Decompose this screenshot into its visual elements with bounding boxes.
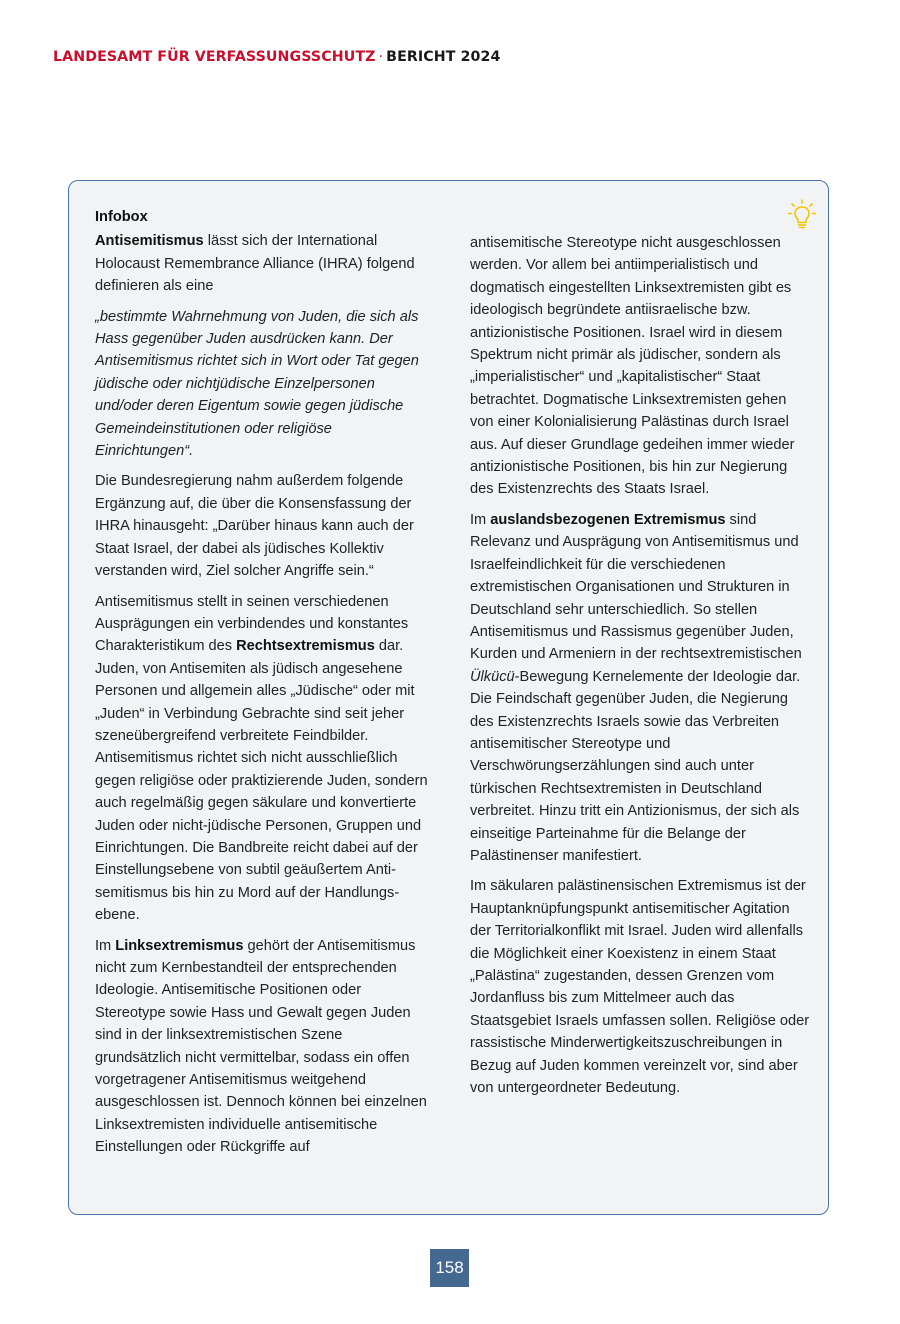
infobox-left-column [95, 206, 430, 1167]
term-uelkuecue: Ülkücü [470, 668, 515, 685]
term-rechtsextremismus: Rechtsextremismus [236, 638, 375, 655]
links-text-b: gehört der Antisemitismus nicht zum Kernbestandteil der entsprechenden Ideologie. Antisemitische Positionen oder Stereotype sowie Hass und Gewalt gegen Juden sind in der linksextremistischen Szene grundsätzlich nicht vermittelbar, sodass ein offen vorgetragener Antisemitismus weitgehend ausgeschlossen ist. Dennoch können bei einzelnen Linksextremisten individuelle antisemitische Einstellungen oder Rückgriffe auf [95, 937, 427, 1156]
header-separator: · [378, 49, 384, 65]
ausland-text-b: sind Relevanz und Ausprägung von Antisemitismus und Israelfeindlichkeit für die verschiedenen extremistischen Organisationen und Strukturen in Deutschland sehr unterschiedlich. So stellen Antisemitismus und Rassismus gegenüber Juden, Kurden und Armeniern in der rechtsextremistischen [470, 511, 802, 663]
palaestinensisch-paragraph: Im säkularen palästinensischen Extremismus ist der Hauptanknüpfungspunkt antisemitischer Agitation der Territorialkonflikt mit Israel. Juden wird allenfalls die Möglichkeit einer Koexistenz in einem Staat „Palästina“ zugestanden, dessen Grenzen vom Jordanfluss bis zum Mittelmeer auch das Staatsgebiet Israels umfassen sollen. Religiöse oder rassistische Minderwertigkeitszuschreibungen in Bezug auf Juden kommen vereinzelt vor, sind aber von untergeordneter Bedeutung. [470, 878, 810, 1097]
term-linksextremismus: Linksextremismus [115, 937, 244, 954]
lightbulb-icon [786, 198, 818, 234]
term-auslandsbezogener-extremismus: auslandsbezogenen Extremismus [490, 511, 726, 528]
header-org: LANDESAMT FÜR VERFASSUNGSSCHUTZ [53, 49, 376, 65]
definition-paragraph [95, 230, 430, 297]
linksextremismus-paragraph [95, 935, 430, 1159]
rechtsextremismus-paragraph [95, 591, 430, 927]
rechts-text-b: dar. Juden, von Antisemiten als jüdisch angesehene Personen und allgemein alles „Jüdische“ oder mit „Juden“ in Verbindung Gebrachte sind seit jeher szeneübergreifend verbreitete Feindbilder. Antisemitismus richtet sich nicht ausschließlich gegen religiöse oder praktizierende Juden, sondern auch regelmäßig gegen säkulare und konvertierte Juden oder nicht-jüdische Personen, Gruppen und Einrichtungen. Die Bandbreite reicht dabei auf der Einstellungsebene von subtil geäußertem Antisemitismus bis hin zu Mord auf der Handlungsebene. [95, 638, 428, 924]
bundesregierung-paragraph: Die Bundesregierung nahm außerdem folgende Ergänzung auf, die über die Konsensfassung der IHRA hinausgeht: „Darüber hinaus kann auch der Staat Israel, der dabei als jüdisches Kollektiv verstanden wird, Ziel solcher Angriffe sein.“ [95, 473, 414, 580]
ihra-quote: „bestimmte Wahrnehmung von Juden, die sich als Hass gegenüber Juden ausdrücken kann. Der Antisemitismus richtet sich in Wort oder Tat gegen jüdische oder nichtjüdische Einzelpersonen und/oder deren Eigentum sowie gegen jüdische Gemeindeinstitutionen oder religiöse Einrichtungen“. [95, 308, 419, 460]
term-antisemitismus: Antisemitismus [95, 233, 204, 250]
definition-text: lässt sich der International Holocaust Remembrance Alliance (IHRA) folgend definieren als eine [95, 233, 415, 295]
ausland-text-c: -Bewegung Kernelemente der Ideologie dar. Die Feindschaft gegenüber Juden, die Negierung des Existenzrechts Israels sowie das Verbreiten antisemitischer Stereotype und Verschwörungserzählungen sind auch unter türkischen Rechtsextremisten in Deutschland verbreitet. Hinzu tritt ein Antizionismus, der sich als einseitige Parteinahme für die Belange der Palästinenser manifestiert. [470, 668, 801, 864]
infobox-title: Infobox [95, 209, 148, 225]
page-number: 158 [430, 1249, 469, 1287]
header-report: BERICHT 2024 [386, 49, 501, 65]
infobox-right-column [470, 232, 810, 1107]
ausland-text-a: Im [470, 511, 491, 528]
rechts-text-a: Antisemitismus stellt in seinen verschiedenen Ausprägungen ein verbindendes und konstantes Charakteristikum des [95, 593, 409, 655]
running-header [53, 49, 500, 65]
links-text-a: Im [95, 937, 116, 954]
links-continuation-paragraph: antisemitische Stereotype nicht ausgeschlossen werden. Vor allem bei antiimperialistisch und dogmatisch eingestellten Linksextremisten gibt es ideologisch begründete antiisraelische bzw. antizionistische Positionen. Israel wird in diesem Spektrum nicht primär als jüdischer, sondern als „imperialistischer“ und „kapitalistischer“ Staat betrachtet. Dogmatische Linksextremisten gehen von einer Kolonialisierung Palästinas durch Israel aus. Auf dieser Grundlage gedeihen immer wieder antizionistische Positionen, bis hin zur Negierung des Existenzrechts des Staats Israel. [470, 235, 795, 498]
auslandsbezogen-paragraph [470, 509, 810, 868]
